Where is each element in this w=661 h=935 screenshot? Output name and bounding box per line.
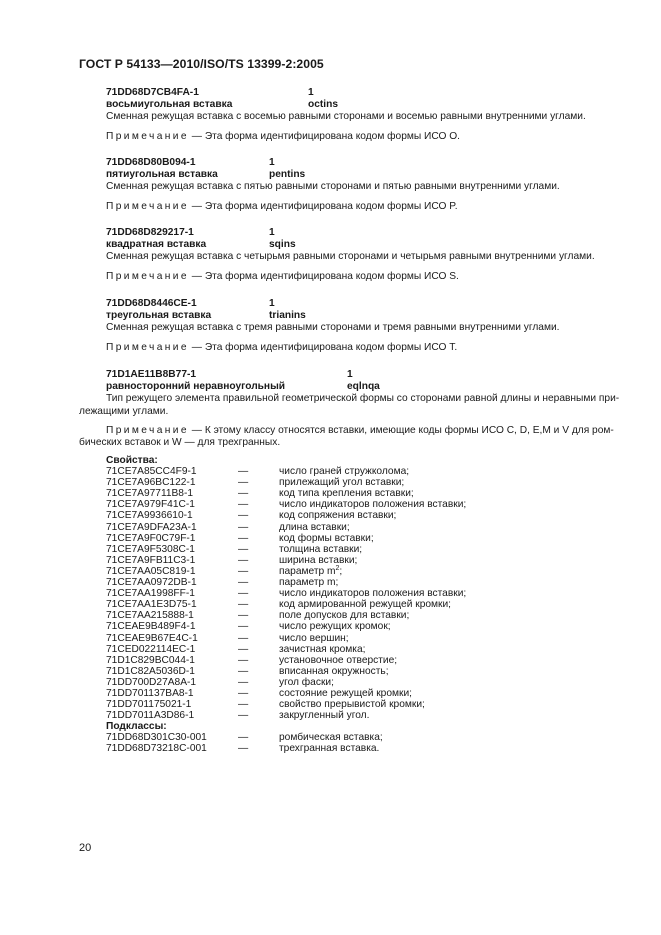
label-suffix: ; [339, 565, 343, 577]
properties-list [106, 455, 467, 755]
entry-note-line2: бических вставок и W — для трехгранных. [79, 436, 281, 448]
property-label [279, 588, 466, 599]
entry-symbol: sqins [269, 239, 296, 251]
dash-separator: — [238, 477, 249, 489]
entry-name: треугольная вставка [106, 310, 212, 322]
note-text: — Эта форма идентифицирована кодом формы ИСО T. [188, 341, 458, 353]
entry-code: 71DD68D8446CE-1 [106, 298, 197, 309]
property-code: 71DD701137BA8-1 [106, 687, 194, 699]
property-label-text: поле допусков для вставки; [279, 610, 410, 622]
entry-note [79, 342, 587, 354]
dash-separator: — [238, 710, 249, 722]
note-text: — Эта форма идентифицирована кодом формы ИСО P. [188, 200, 458, 212]
dash-separator: — [238, 565, 249, 577]
property-code: 71CE7A9936610-1 [106, 510, 193, 522]
property-code: 71CE7A9FB11C3-1 [106, 554, 196, 566]
entry-symbol: trianins [269, 310, 306, 322]
property-row [106, 676, 334, 688]
entry-description: Сменная режущая вставка с тремя равными сторонами и тремя равными внутренними углами. [106, 322, 560, 334]
property-label [279, 555, 357, 566]
dash-separator: — [238, 743, 249, 755]
property-label [279, 677, 334, 688]
dash-separator: — [238, 676, 249, 688]
definition-entry-square [79, 227, 595, 283]
property-row [106, 477, 405, 489]
property-label-text: вписанная окружность; [279, 665, 389, 677]
property-code: 71D1C829BC044-1 [106, 654, 195, 666]
property-label [279, 477, 404, 488]
entry-symbol: pentins [269, 169, 306, 181]
dash-separator: — [238, 599, 249, 611]
dash-separator: — [238, 665, 249, 677]
entry-description: Сменная режущая вставка с восемью равными сторонами и восемью равными внутренними углами. [106, 111, 586, 123]
entry-code: 71DD68D80B094-1 [106, 157, 196, 168]
entry-code: 71DD68D7CB4FA-1 [106, 87, 199, 98]
note-label: Примечание [106, 200, 189, 212]
property-code: 71DD701175021-1 [106, 699, 192, 711]
property-label [279, 522, 350, 533]
property-code: 71CE7AA05C819-1 [106, 565, 196, 577]
property-row [106, 699, 425, 711]
property-code: 71CE7A85CC4F9-1 [106, 466, 197, 478]
entry-name: пятиугольная вставка [106, 169, 218, 181]
entry-symbol: octins [308, 99, 339, 111]
property-row [106, 532, 374, 544]
property-row [106, 621, 391, 633]
dash-separator: — [238, 632, 249, 644]
property-row [106, 732, 383, 744]
superscript: 2 [335, 564, 340, 572]
dash-separator: — [238, 521, 249, 533]
note-text: — Эта форма идентифицирована кодом формы ИСО O. [188, 130, 460, 142]
property-code: 71CE7A9F0C79F-1 [106, 532, 196, 544]
property-label-text: код армированной режущей кромки; [279, 599, 452, 611]
property-label-text: ромбическая вставка; [279, 732, 383, 744]
definition-entry-pentagonal [79, 157, 587, 213]
property-label [279, 732, 383, 743]
property-label-text: толщина вставки; [279, 543, 363, 555]
entry-note [79, 201, 587, 213]
property-label-text: число граней стружколома; [279, 466, 410, 478]
dash-separator: — [238, 466, 249, 478]
property-row [106, 687, 412, 699]
note-label: Примечание [106, 130, 189, 142]
property-label [279, 610, 409, 621]
entry-note [79, 271, 587, 283]
definition-entry-triangular [79, 298, 587, 354]
property-code: 71DD700D27A8A-1 [106, 676, 197, 688]
definition-entry-equilateral-unequal-angle [79, 369, 620, 449]
entry-version: 1 [269, 227, 275, 238]
property-code: 71DD68D73218C-001 [106, 743, 207, 755]
dash-separator: — [238, 621, 249, 633]
dash-separator: — [238, 588, 249, 600]
entry-symbol: eqlnqa [347, 381, 380, 393]
property-row [106, 710, 370, 722]
property-label-text: состояние режущей кромки; [279, 687, 412, 699]
dash-separator: — [238, 699, 249, 711]
property-code: 71CEAE9B489F4-1 [106, 621, 196, 633]
property-label [279, 621, 391, 632]
property-row [106, 543, 363, 555]
property-label [279, 666, 389, 677]
dash-separator: — [238, 577, 249, 589]
note-text: — Эта форма идентифицирована кодом формы ИСО S. [188, 270, 459, 282]
page-number: 20 [79, 842, 92, 854]
property-label-text: параметр m; [279, 577, 339, 589]
note-label: Примечание [106, 341, 189, 353]
dash-separator: — [238, 554, 249, 566]
property-label-text: ширина вставки; [279, 554, 358, 566]
entry-version: 1 [308, 87, 314, 98]
dash-separator: — [238, 610, 249, 622]
property-row [106, 466, 410, 478]
dash-separator: — [238, 532, 249, 544]
property-code: 71CE7AA1E3D75-1 [106, 599, 197, 611]
property-label-text: число вершин; [279, 632, 349, 644]
property-label [279, 699, 425, 710]
property-label [279, 655, 397, 666]
property-row [106, 599, 452, 611]
property-code: 71CE7AA0972DB-1 [106, 577, 197, 589]
property-label-text: угол фаски; [279, 676, 334, 688]
subclasses-title: Подклассы: [106, 721, 167, 733]
property-code: 71D1C82A5036D-1 [106, 665, 195, 677]
property-row [106, 499, 467, 511]
property-label [279, 488, 414, 499]
note-label: Примечание [106, 424, 189, 436]
dash-separator: — [238, 687, 249, 699]
property-row [106, 554, 358, 566]
note-text: — К этому классу относятся вставки, имеющие коды формы ИСО C, D, E,M и V для ром- [188, 424, 614, 436]
dash-separator: — [238, 643, 249, 655]
property-row [106, 654, 398, 666]
entry-version: 1 [269, 157, 275, 168]
property-row [106, 632, 349, 644]
dash-separator: — [238, 543, 249, 555]
property-row [106, 610, 410, 622]
property-label [279, 544, 362, 555]
property-label [279, 499, 466, 510]
entry-description: Сменная режущая вставка с четырьмя равными сторонами и четырьмя равными внутренними углами. [106, 251, 595, 263]
dash-separator: — [238, 732, 249, 744]
property-label [279, 533, 374, 544]
property-label-text: длина вставки; [279, 521, 350, 533]
property-code: 71CE7A9F5308C-1 [106, 543, 195, 555]
property-code: 71CEAE9B67E4C-1 [106, 632, 198, 644]
property-code: 71DD68D301C30-001 [106, 732, 207, 744]
property-label-text: код типа крепления вставки; [279, 488, 414, 500]
property-row [106, 643, 366, 655]
entry-version: 1 [269, 298, 275, 309]
property-row [106, 588, 467, 600]
property-label-text: код сопряжения вставки; [279, 510, 397, 522]
note-label: Примечание [106, 270, 189, 282]
property-code: 71CE7A9DFA23A-1 [106, 521, 197, 533]
property-code: 71CE7A979F41C-1 [106, 499, 195, 511]
entry-name: равносторонний неравноугольный [106, 381, 286, 393]
property-label [279, 710, 369, 721]
property-label-text: число индикаторов положения вставки; [279, 499, 467, 511]
entry-version: 1 [347, 369, 353, 380]
property-row [106, 510, 397, 522]
property-code: 71CE7AA1998FF-1 [106, 588, 195, 600]
entry-description-line2: лежащими углами. [79, 405, 169, 417]
property-label-text: зачистная кромка; [279, 643, 366, 655]
property-label [279, 599, 451, 610]
property-label [279, 743, 379, 754]
property-row [106, 743, 380, 755]
document-header: ГОСТ Р 54133—2010/ISO/TS 13399-2:2005 [79, 57, 324, 71]
property-label-text: закругленный угол. [279, 710, 370, 722]
property-row [106, 577, 339, 589]
property-label [279, 577, 338, 588]
property-label-text: свойство прерывистой кромки; [279, 699, 425, 711]
entry-description: Сменная режущая вставка с пятью равными сторонами и пятью равными внутренними углами. [106, 181, 560, 193]
dash-separator: — [238, 654, 249, 666]
property-label-text: число режущих кромок; [279, 621, 391, 633]
dash-separator: — [238, 499, 249, 511]
property-label-text: код формы вставки; [279, 532, 374, 544]
dash-separator: — [238, 510, 249, 522]
entry-note-line1 [79, 424, 614, 437]
property-label-text: установочное отверстие; [279, 654, 398, 666]
property-label-text: прилежащий угол вставки; [279, 477, 405, 489]
property-row [106, 564, 343, 577]
property-label [279, 688, 412, 699]
property-row [106, 521, 350, 533]
property-row [106, 488, 414, 500]
property-code: 71CE7A96BC122-1 [106, 477, 196, 489]
dash-separator: — [238, 488, 249, 500]
property-code: 71CE7A97711B8-1 [106, 488, 194, 500]
property-label [279, 510, 396, 521]
property-label [279, 566, 342, 577]
property-code: 71CED022114EC-1 [106, 643, 196, 655]
property-code: 71DD7011A3D86-1 [106, 710, 195, 722]
entry-note [79, 131, 587, 143]
properties-title: Свойства: [106, 455, 158, 466]
property-row [106, 665, 389, 677]
entry-name: восьмиугольная вставка [106, 99, 233, 111]
definition-entry-octagonal [79, 87, 587, 143]
property-label [279, 466, 409, 477]
entry-code: 71D1AE11B8B77-1 [106, 369, 197, 380]
property-code: 71CE7AA215888-1 [106, 610, 194, 622]
property-label [279, 644, 365, 655]
entry-code: 71DD68D829217-1 [106, 227, 194, 238]
entry-description-line1: Тип режущего элемента правильной геометрической формы со сторонами равной длины и неравными при- [106, 393, 620, 405]
property-label-text: параметр m [279, 565, 336, 577]
property-label-text: число индикаторов положения вставки; [279, 588, 467, 600]
entry-name: квадратная вставка [106, 239, 207, 251]
property-label-text: трехгранная вставка. [279, 743, 380, 755]
property-label [279, 633, 349, 644]
